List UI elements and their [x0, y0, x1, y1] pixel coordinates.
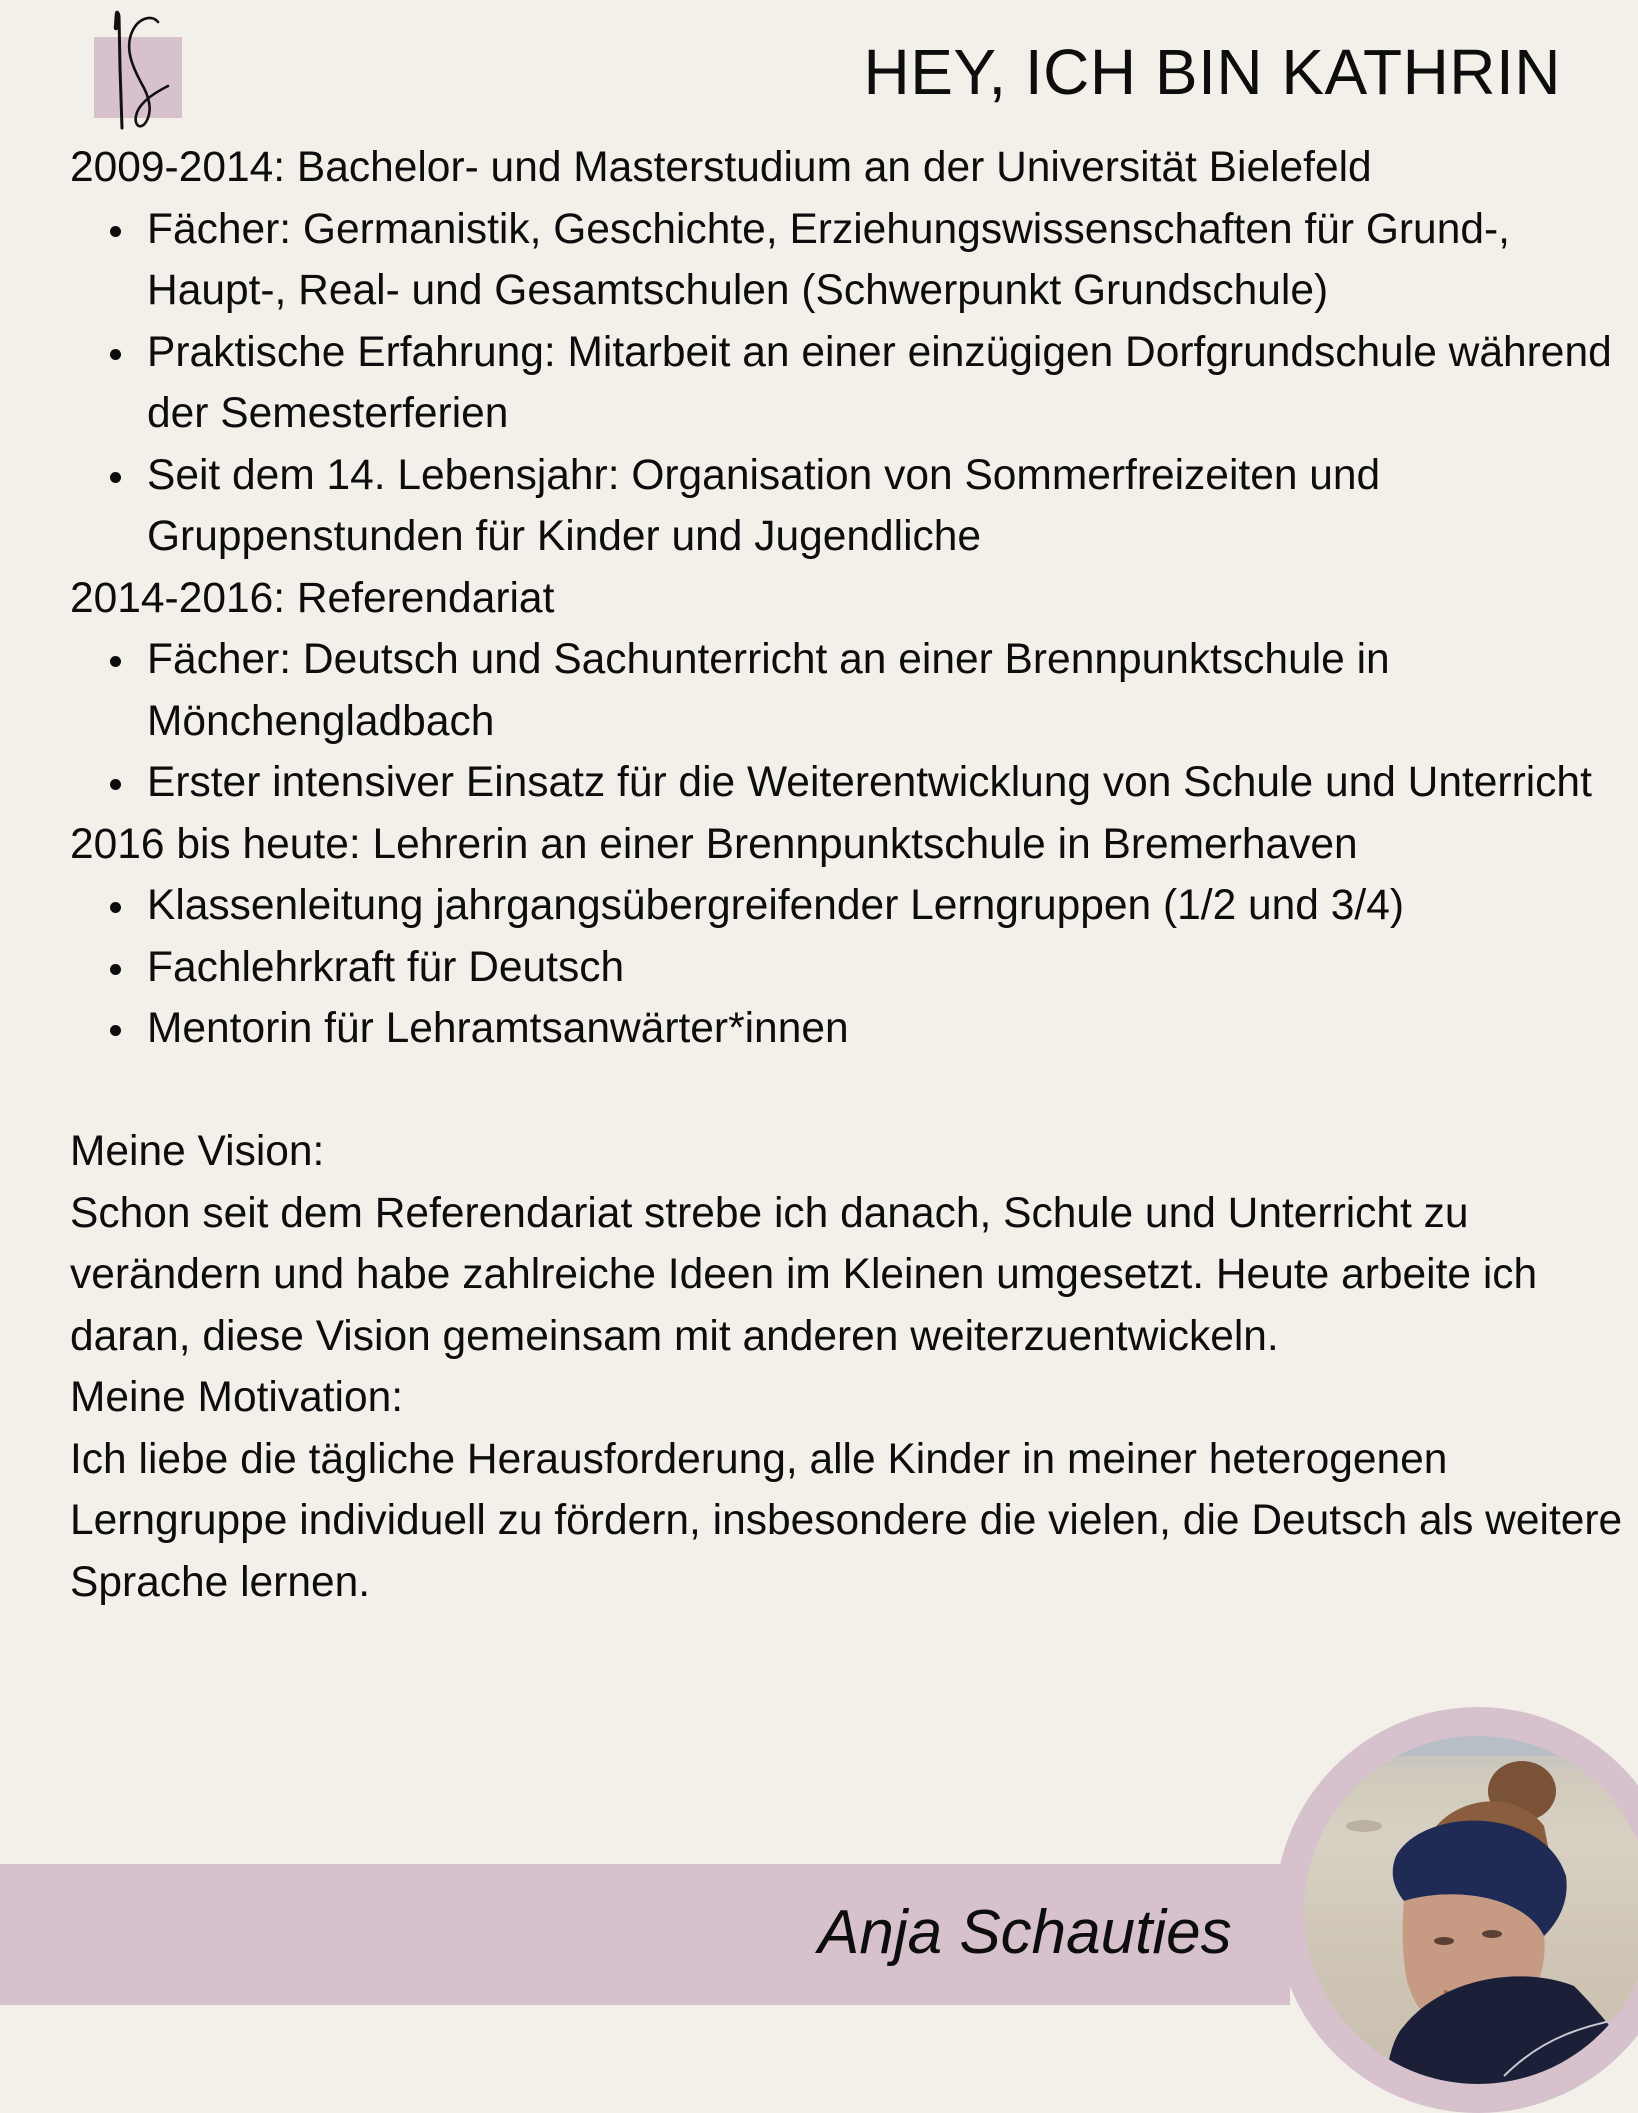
spacer: [70, 1060, 1630, 1122]
list-item-text: Fachlehrkraft für Deutsch: [147, 943, 625, 991]
list-item: [70, 629, 1627, 752]
bullet-icon: [110, 902, 121, 913]
list-item: [70, 752, 1637, 814]
motivation-label: Meine Motivation:: [70, 1374, 404, 1421]
vision-text: Schon seit dem Referendariat strebe ich danach, Schule und Unterricht zu verändern und habe zahlreiche Ideen im Kleinen umgesetzt. Heute arbeite ich daran, diese Vision gemeinsam mit anderen weiterzuentwickeln.: [70, 1189, 1538, 1360]
list-item-text: Praktische Erfahrung: Mitarbeit an einer einzügigen Dorfgrundschule während der Semesterferien: [147, 328, 1612, 437]
bullet-list: [70, 875, 1630, 1060]
timeline-section-study: [70, 137, 1630, 568]
list-item-text: Erster intensiver Einsatz für die Weiterentwicklung von Schule und Unterricht: [147, 759, 1592, 806]
list-item: [70, 199, 1587, 322]
bullet-icon: [110, 964, 121, 975]
list-item: [70, 322, 1638, 445]
cv-content: [70, 137, 1630, 1613]
signature-monogram-icon: [94, 8, 194, 133]
list-item-text: Klassenleitung jahrgangsübergreifender Lerngruppen (1/2 und 3/4): [147, 882, 1404, 929]
logo: [94, 8, 194, 133]
bullet-icon: [110, 779, 121, 790]
bullet-icon: [110, 226, 121, 237]
list-item-text: Mentorin für Lehramtsanwärter*innen: [147, 1005, 849, 1052]
bullet-icon: [110, 472, 121, 483]
list-item: [70, 875, 1630, 937]
section-heading: 2016 bis heute: Lehrerin an einer Brennpunktschule in Bremerhaven: [70, 820, 1358, 868]
list-item-text: Fächer: Deutsch und Sachunterricht an einer Brennpunktschule in Mönchengladbach: [147, 636, 1390, 745]
motivation-text: Ich liebe die tägliche Herausforderung, alle Kinder in meiner heterogenen Lerngruppe individuell zu fördern, insbesondere die vielen, die Deutsch als weitere Sprache lernen.: [70, 1435, 1623, 1606]
list-item: [70, 445, 1607, 568]
list-item-text: Seit dem 14. Lebensjahr: Organisation von Sommerfreizeiten und Gruppenstunden für Kinder und Jugendliche: [147, 451, 1381, 560]
list-item-text: Fächer: Germanistik, Geschichte, Erziehungswissenschaften für Grund-, Haupt-, Real- und Gesamtschulen (Schwerpunkt Grundschule): [147, 205, 1510, 314]
page-title: HEY, ICH BIN KATHRIN: [863, 36, 1561, 108]
avatar-frame: [1275, 1707, 1638, 2113]
person-name: Anja Schauties: [818, 1898, 1232, 1967]
vision-section: [70, 1121, 1630, 1367]
list-item: [70, 998, 1630, 1060]
list-item: [70, 937, 1630, 999]
motivation-section: [70, 1367, 1630, 1613]
avatar: [1304, 1736, 1638, 2084]
bullet-list: [70, 629, 1630, 814]
section-heading: 2009-2014: Bachelor- und Masterstudium an der Universität Bielefeld: [70, 144, 1372, 191]
timeline-section-referendariat: [70, 568, 1630, 814]
bullet-icon: [110, 1025, 121, 1036]
vision-label: Meine Vision:: [70, 1128, 325, 1175]
timeline-section-current: [70, 814, 1630, 1060]
bullet-list: [70, 199, 1630, 568]
bullet-icon: [110, 656, 121, 667]
portrait-photo-icon: [1304, 1736, 1638, 2084]
section-heading: 2014-2016: Referendariat: [70, 574, 555, 622]
bullet-icon: [110, 349, 121, 360]
